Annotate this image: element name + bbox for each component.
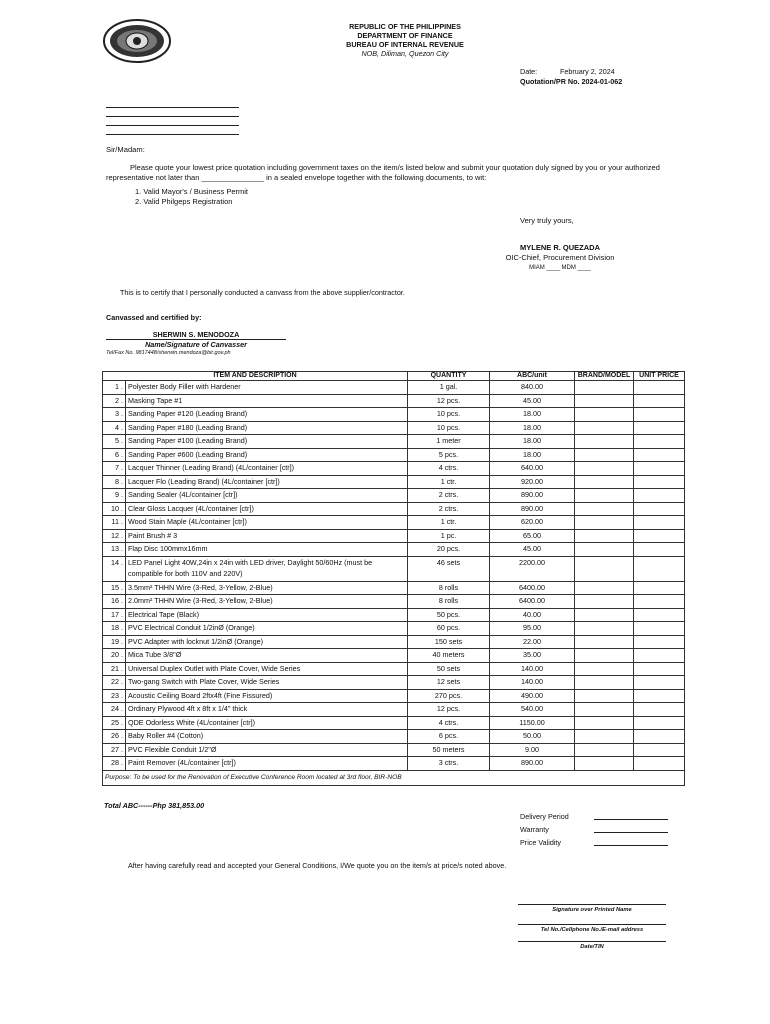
item-brand-cell[interactable] [575,743,634,757]
item-number: 18 . [103,622,126,636]
item-unit-price-cell[interactable] [634,381,685,395]
item-unit-price-cell[interactable] [634,716,685,730]
item-unit-price-cell[interactable] [634,394,685,408]
signatory-title: OIC-Chief, Procurement Division [505,253,615,262]
item-description: Lacquer Thinner (Leading Brand) (4L/container [ctr]) [126,462,408,476]
purpose-row [103,770,685,785]
item-abc: 640.00 [490,462,575,476]
item-brand-cell[interactable] [575,421,634,435]
table-row [103,730,685,744]
item-quantity: 3 ctrs. [408,757,490,771]
canvassed-label: Canvassed and certified by: [106,313,202,322]
closing: Very truly yours, [520,216,574,225]
item-quantity: 50 meters [408,743,490,757]
item-quantity: 270 pcs. [408,689,490,703]
table-row [103,635,685,649]
item-unit-price-cell[interactable] [634,757,685,771]
header-abc: ABC/unit [490,372,575,381]
item-description: Paint Brush # 3 [126,529,408,543]
item-number: 17 . [103,608,126,622]
item-unit-price-cell[interactable] [634,556,685,581]
item-description: Flap Disc 100mmx16mm [126,543,408,557]
table-row [103,435,685,449]
item-description: Mica Tube 3/8"Ø [126,649,408,663]
item-unit-price-cell[interactable] [634,689,685,703]
table-row [103,489,685,503]
instruction-paragraph: Please quote your lowest price quotation including government taxes on the item/s listed below and submit your quotation duly signed by you or your authorized representative not later than _______________ in a sealed envelope together with the following documents, to wit: [106,163,660,182]
table-row [103,408,685,422]
table-row [103,662,685,676]
item-abc: 65.00 [490,529,575,543]
table-row [103,689,685,703]
item-description: Polyester Body Filler with Hardener [126,381,408,395]
item-number: 10 . [103,502,126,516]
item-quantity: 50 pcs. [408,608,490,622]
item-abc: 45.00 [490,543,575,557]
signatory-initials: MIAM ____ MDM ____ [529,265,591,271]
certification-text: This is to certify that I personally conducted a canvass from the above supplier/contractor. [120,288,405,297]
date-block [520,67,622,86]
item-brand-cell[interactable] [575,703,634,717]
item-abc: 840.00 [490,381,575,395]
item-description: PVC Electrical Conduit 1/2inØ (Orange) [126,622,408,636]
table-row [103,757,685,771]
contact-line: Tel No./Cellphone No./E-mail address [518,924,666,941]
bir-seal-icon [102,18,172,64]
header-city: NOB, Diliman, Quezon City [361,49,449,58]
item-unit-price-cell[interactable] [634,649,685,663]
canvasser-contact: Tel/Fax No. 9817448/sherwin.mendoza@bir.gov.ph [106,350,231,356]
item-brand-cell[interactable] [575,649,634,663]
item-quantity: 12 sets [408,676,490,690]
table-row [103,421,685,435]
item-abc: 95.00 [490,622,575,636]
table-row [103,581,685,595]
requirement-item: 1. Valid Mayor's / Business Permit [135,187,248,196]
address-line [106,126,239,135]
requirements-list [135,187,248,207]
table-row [103,516,685,530]
item-number: 26 . [103,730,126,744]
purpose-text: Purpose: To be used for the Renovation of Executive Conference Room located at 3rd floor, BIR-NOB [103,770,685,785]
address-lines [106,99,239,135]
item-brand-cell[interactable] [575,529,634,543]
item-abc: 890.00 [490,757,575,771]
item-unit-price-cell[interactable] [634,635,685,649]
header-quantity: QUANTITY [408,372,490,381]
item-abc: 50.00 [490,730,575,744]
item-brand-cell[interactable] [575,689,634,703]
table-row [103,703,685,717]
canvasser-name: SHERWIN S. MENODOZA [152,330,240,339]
item-number: 9 . [103,489,126,503]
item-abc: 890.00 [490,502,575,516]
item-number: 14 . [103,556,126,581]
item-quantity: 1 ctr. [408,516,490,530]
item-abc: 890.00 [490,489,575,503]
item-description: Ordinary Plywood 4ft x 8ft x 1/4" thick [126,703,408,717]
signature-line: Signature over Printed Name [518,904,666,924]
item-description: Universal Duplex Outlet with Plate Cover, Wide Series [126,662,408,676]
address-line [106,117,239,126]
item-number: 20 . [103,649,126,663]
item-description: LED Panel Light 40W,24in x 24in with LED driver, Daylight 50/60Hz (must be compatible for both 110V and 220V) [126,556,408,581]
item-description: Electrical Tape (Black) [126,608,408,622]
item-brand-cell[interactable] [575,662,634,676]
item-description: Clear Gloss Lacquer (4L/container [ctr]) [126,502,408,516]
item-brand-cell[interactable] [575,543,634,557]
item-brand-cell[interactable] [575,757,634,771]
item-brand-cell[interactable] [575,516,634,530]
item-unit-price-cell[interactable] [634,489,685,503]
item-number: 2 . [103,394,126,408]
item-description: QDE Odorless White (4L/container [ctr]) [126,716,408,730]
item-number: 5 . [103,435,126,449]
item-quantity: 12 pcs. [408,703,490,717]
item-quantity: 50 sets [408,662,490,676]
item-abc: 2200.00 [490,556,575,581]
canvasser-block [106,330,286,349]
item-number: 7 . [103,462,126,476]
item-unit-price-cell[interactable] [634,502,685,516]
item-brand-cell[interactable] [575,462,634,476]
item-quantity: 8 rolls [408,581,490,595]
term-price-validity: Price Validity [520,838,562,847]
item-abc: 18.00 [490,435,575,449]
item-unit-price-cell[interactable] [634,448,685,462]
signatory-block [470,243,650,273]
item-abc: 140.00 [490,662,575,676]
items-table [102,371,685,786]
item-abc: 6400.00 [490,581,575,595]
item-number: 13 . [103,543,126,557]
item-quantity: 1 gal. [408,381,490,395]
item-unit-price-cell[interactable] [634,595,685,609]
item-description: Sanding Paper #100 (Leading Brand) [126,435,408,449]
item-unit-price-cell[interactable] [634,622,685,636]
item-brand-cell[interactable] [575,595,634,609]
item-unit-price-cell[interactable] [634,475,685,489]
header-line-2: DEPARTMENT OF FINANCE [357,31,453,40]
canvasser-role: Name/Signature of Canvasser [106,339,286,349]
term-delivery-period: Delivery Period [520,812,569,821]
item-brand-cell[interactable] [575,730,634,744]
item-quantity: 20 pcs. [408,543,490,557]
item-abc: 18.00 [490,421,575,435]
item-quantity: 1 pc. [408,529,490,543]
item-description: Sanding Paper #600 (Leading Brand) [126,448,408,462]
item-number: 8 . [103,475,126,489]
header-line-1: REPUBLIC OF THE PHILIPPINES [349,22,461,31]
item-brand-cell[interactable] [575,448,634,462]
item-unit-price-cell[interactable] [634,581,685,595]
item-quantity: 10 pcs. [408,421,490,435]
item-number: 24 . [103,703,126,717]
table-row [103,381,685,395]
item-brand-cell[interactable] [575,394,634,408]
item-number: 25 . [103,716,126,730]
item-number: 15 . [103,581,126,595]
item-unit-price-cell[interactable] [634,703,685,717]
item-unit-price-cell[interactable] [634,730,685,744]
item-description: Two-gang Switch with Plate Cover, Wide Series [126,676,408,690]
item-number: 28 . [103,757,126,771]
item-abc: 9.00 [490,743,575,757]
item-description: PVC Flexible Conduit 1/2"Ø [126,743,408,757]
item-brand-cell[interactable] [575,716,634,730]
item-description: Wood Stain Maple (4L/container [ctr]) [126,516,408,530]
term-warranty: Warranty [520,825,549,834]
table-row [103,543,685,557]
item-quantity: 12 pcs. [408,394,490,408]
table-row [103,394,685,408]
item-quantity: 4 ctrs. [408,716,490,730]
item-brand-cell[interactable] [575,502,634,516]
address-line [106,99,239,108]
item-unit-price-cell[interactable] [634,435,685,449]
item-description: Sanding Paper #120 (Leading Brand) [126,408,408,422]
item-abc: 140.00 [490,676,575,690]
item-brand-cell[interactable] [575,435,634,449]
header-unit-price: UNIT PRICE [634,372,685,381]
date-tin-line: Date/TIN [518,941,666,950]
item-abc: 35.00 [490,649,575,663]
item-unit-price-cell[interactable] [634,516,685,530]
item-quantity: 8 rolls [408,595,490,609]
item-abc: 22.00 [490,635,575,649]
table-row [103,743,685,757]
item-quantity: 2 ctrs. [408,502,490,516]
supplier-signature-block [518,904,666,950]
item-description: 2.0mm² THHN Wire (3-Red, 3-Yellow, 2-Blue) [126,595,408,609]
item-number: 4 . [103,421,126,435]
item-unit-price-cell[interactable] [634,408,685,422]
term-blank [594,832,668,833]
signatory-name: MYLENE R. QUEZADA [519,243,600,252]
item-number: 3 . [103,408,126,422]
item-description: 3.5mm² THHN Wire (3-Red, 3-Yellow, 2-Blue) [126,581,408,595]
item-number: 27 . [103,743,126,757]
item-unit-price-cell[interactable] [634,662,685,676]
total-abc: Total ABC------Php 381,853.00 [104,801,205,810]
header-item: ITEM AND DESCRIPTION [103,372,408,381]
item-brand-cell[interactable] [575,381,634,395]
item-quantity: 1 meter [408,435,490,449]
item-quantity: 46 sets [408,556,490,581]
item-description: Baby Roller #4 (Cotton) [126,730,408,744]
requirement-item: 2. Valid Philgeps Registration [135,197,233,206]
salutation: Sir/Madam: [106,145,145,154]
item-brand-cell[interactable] [575,581,634,595]
item-brand-cell[interactable] [575,408,634,422]
item-abc: 40.00 [490,608,575,622]
acceptance-text: After having carefully read and accepted your General Conditions, I/We quote you on the item/s at price/s noted above. [128,861,507,870]
item-unit-price-cell[interactable] [634,608,685,622]
term-blank [594,845,668,846]
item-description: PVC Adapter with locknut 1/2inØ (Orange) [126,635,408,649]
item-brand-cell[interactable] [575,475,634,489]
item-quantity: 2 ctrs. [408,489,490,503]
table-row [103,595,685,609]
table-row [103,608,685,622]
item-brand-cell[interactable] [575,622,634,636]
date-value: February 2, 2024 [560,67,615,76]
item-number: 22 . [103,676,126,690]
table-header-row [103,372,685,381]
item-description: Paint Remover (4L/container [ctr]) [126,757,408,771]
item-description: Masking Tape #1 [126,394,408,408]
header-brand: BRAND/MODEL [575,372,634,381]
item-quantity: 6 pcs. [408,730,490,744]
terms-block [520,810,668,849]
item-brand-cell[interactable] [575,556,634,581]
item-number: 11 . [103,516,126,530]
item-abc: 920.00 [490,475,575,489]
item-quantity: 10 pcs. [408,408,490,422]
item-abc: 18.00 [490,448,575,462]
table-row [103,448,685,462]
item-abc: 620.00 [490,516,575,530]
item-abc: 45.00 [490,394,575,408]
item-abc: 18.00 [490,408,575,422]
header-line-3: BUREAU OF INTERNAL REVENUE [346,40,464,49]
item-unit-price-cell[interactable] [634,462,685,476]
table-row [103,475,685,489]
item-abc: 540.00 [490,703,575,717]
item-abc: 1150.00 [490,716,575,730]
item-number: 23 . [103,689,126,703]
item-quantity: 5 pcs. [408,448,490,462]
item-brand-cell[interactable] [575,635,634,649]
item-number: 21 . [103,662,126,676]
table-row [103,462,685,476]
table-row [103,502,685,516]
item-brand-cell[interactable] [575,489,634,503]
table-row [103,556,685,581]
item-number: 12 . [103,529,126,543]
item-brand-cell[interactable] [575,608,634,622]
table-row [103,529,685,543]
item-quantity: 1 ctr. [408,475,490,489]
item-description: Sanding Paper #180 (Leading Brand) [126,421,408,435]
item-number: 6 . [103,448,126,462]
item-description: Lacquer Flo (Leading Brand) (4L/container [ctr]) [126,475,408,489]
table-row [103,676,685,690]
item-number: 19 . [103,635,126,649]
table-row [103,716,685,730]
item-number: 1 . [103,381,126,395]
item-quantity: 150 sets [408,635,490,649]
item-unit-price-cell[interactable] [634,743,685,757]
item-quantity: 40 meters [408,649,490,663]
item-description: Acoustic Ceiling Board 2ftx4ft (Fine Fissured) [126,689,408,703]
table-row [103,622,685,636]
table-row [103,649,685,663]
address-line [106,108,239,117]
item-brand-cell[interactable] [575,676,634,690]
item-abc: 490.00 [490,689,575,703]
item-description: Sanding Sealer (4L/container [ctr]) [126,489,408,503]
agency-header [290,22,520,58]
date-label: Date: [520,67,538,76]
item-quantity: 4 ctrs. [408,462,490,476]
item-unit-price-cell[interactable] [634,543,685,557]
item-quantity: 60 pcs. [408,622,490,636]
item-unit-price-cell[interactable] [634,421,685,435]
item-unit-price-cell[interactable] [634,676,685,690]
quotation-number: Quotation/PR No. 2024-01-062 [520,76,623,86]
term-blank [594,819,668,820]
item-number: 16 . [103,595,126,609]
item-unit-price-cell[interactable] [634,529,685,543]
item-abc: 6400.00 [490,595,575,609]
